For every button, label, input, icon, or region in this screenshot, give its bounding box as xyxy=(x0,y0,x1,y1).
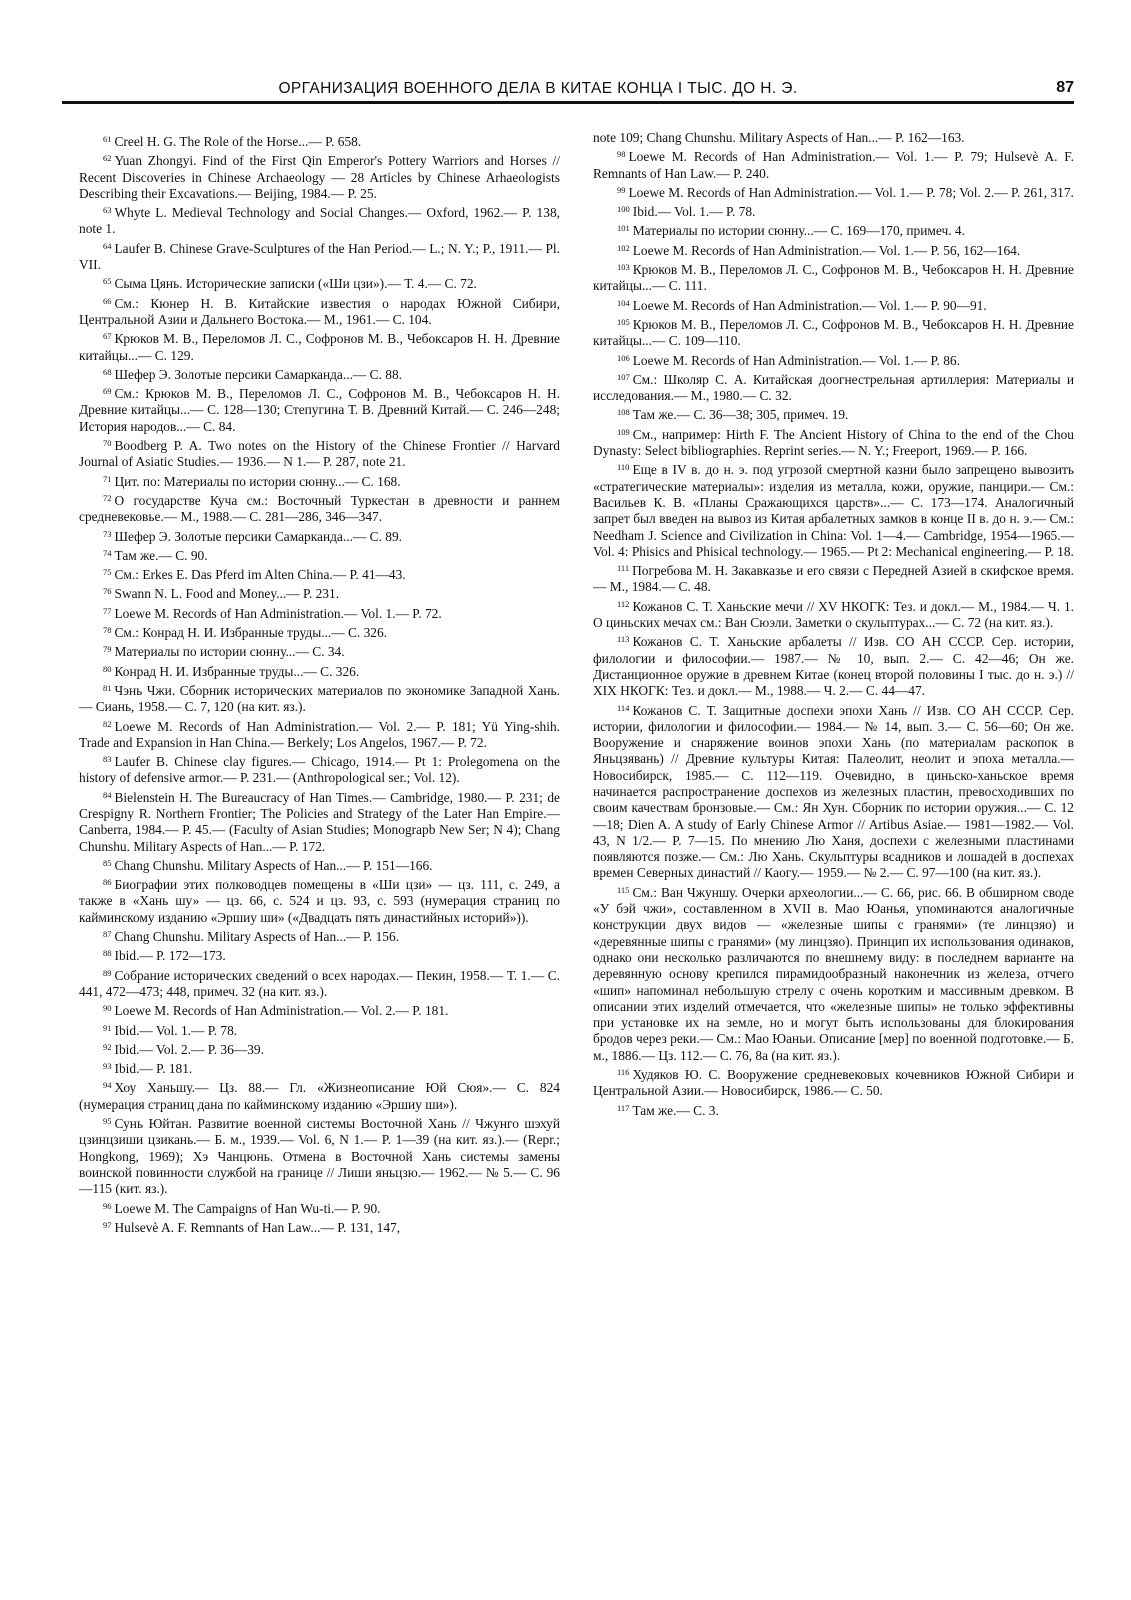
footnote-text: Hulsevè A. F. Remnants of Han Law...— P. 131, 147, xyxy=(114,1219,401,1235)
footnote-number: 65 xyxy=(103,276,112,287)
footnote-text: Loewe M. Records of Han Administration.— Vol. 1.— P. 56, 162—164. xyxy=(632,242,1021,258)
footnote-number: 103 xyxy=(617,262,630,273)
footnote-number: 101 xyxy=(617,223,630,234)
footnote-number: 114 xyxy=(617,702,630,713)
footnote-text: Материалы по истории сюнну...— С. 169—170, примеч. 4. xyxy=(632,223,965,239)
footnote xyxy=(79,751,560,787)
footnote-number: 67 xyxy=(103,331,112,342)
footnote-number: 93 xyxy=(103,1061,112,1072)
footnote-text: См.: Кюнер Н. В. Китайские известия о народах Южной Сибири, Центральной Азии и Дальнего Востока.— М., 1961.— С. 104. xyxy=(79,295,560,327)
footnote-text: Loewe M. Records of Han Administration.— Vol. 1.— P. 86. xyxy=(632,352,960,368)
footnote-number: 74 xyxy=(103,547,112,558)
footnote-number: 87 xyxy=(103,929,112,940)
footnote-text: Ibid.— P. 181. xyxy=(114,1061,193,1077)
footnote-number: 66 xyxy=(103,295,112,306)
footnote xyxy=(593,369,1074,405)
footnote xyxy=(593,700,1074,882)
footnote-number: 95 xyxy=(103,1116,112,1127)
footnote-text: Creel H. G. The Role of the Horse...— P. 658. xyxy=(114,134,362,149)
footnote-text: Laufer B. Chinese Grave-Sculptures of the Han Period.— L.; N. Y.; P., 1911.— Pl. VII. xyxy=(79,240,560,273)
footnote-number: 106 xyxy=(617,352,630,363)
footnote-text: Ibid.— Vol. 1.— P. 78. xyxy=(632,204,756,220)
footnote-number: 82 xyxy=(103,718,112,729)
footnote xyxy=(79,641,560,660)
footnote-number: 70 xyxy=(103,438,112,449)
footnote xyxy=(79,1039,560,1058)
footnote-number: 99 xyxy=(617,184,626,195)
footnote-number: 90 xyxy=(103,1003,112,1014)
footnote-number: 91 xyxy=(103,1022,112,1033)
footnote-text: См.: Erkes E. Das Pferd im Alten China.— P. 41—43. xyxy=(114,567,406,583)
footnote-text: Биографии этих полководцев помещены в «Ши цзи» — цз. 111, с. 249, а также в «Хань шу» — цз. 66, с. 524 и цз. 93, с. 593 (нумерация страниц по кайминскому изданию «Эршиу ши» («Двадцать пять династийных историй»)). xyxy=(79,877,560,925)
footnote-text: Ibid.— Vol. 2.— P. 36—39. xyxy=(114,1041,264,1057)
footnote-number: 108 xyxy=(617,407,630,418)
footnote-text: Boodberg P. A. Two notes on the History of the Chinese Frontier // Harvard Journal of Asiatic Studies.— 1936.— N 1.— P. 287, note 21. xyxy=(79,438,560,470)
footnote xyxy=(79,131,560,150)
footnote xyxy=(593,404,1074,423)
footnote xyxy=(593,240,1074,259)
footnote-number: 104 xyxy=(617,297,630,308)
footnote-number: 97 xyxy=(103,1219,112,1230)
footnote-text: Хоу Ханьшу.— Цз. 88.— Гл. «Жизнеописание Юй Сюя».— С. 824 (нумерация страниц дана по кайминскому изданию «Эршиу ши»). xyxy=(79,1080,560,1112)
footnote-number: 117 xyxy=(617,1102,630,1113)
footnote xyxy=(593,295,1074,314)
page-number: 87 xyxy=(1056,79,1074,96)
footnote-text: Laufer B. Chinese clay figures.— Chicago, 1914.— Pt 1: Prolegomena on the history of defensive armor.— P. 231.— (Anthropological ser.; Vol. 12). xyxy=(79,754,560,786)
footnote-text: Материалы по истории сюнну...— С. 34. xyxy=(114,644,345,660)
footnote xyxy=(593,424,1074,460)
footnote xyxy=(79,273,560,292)
footnote-text: Еще в IV в. до н. э. под угрозой смертной казни было запрещено вывозить «стратегические материалы»: изделия из металла, кожи, оружие, панцири.— См.: Васильев К. В. «Планы Сражающихся царств»...— С. 173—174. Аналогичный запрет был введен на вывоз из Китая арбалетных замков в конце II в. до н. э.— См.: Needham J. Science and Civilization in China: Vol. 1—4.— Cambridge, 1954—1965.— Vol. 4: Phisics and Phisical technology.— 1965.— Pt 2: Mechanical engineering.— P. 18. xyxy=(593,462,1074,559)
footnote-number: 61 xyxy=(103,134,112,144)
footnote-text: Там же.— С. 3. xyxy=(632,1102,719,1118)
footnote-text: Loewe M. Records of Han Administration.— Vol. 2.— P. 181. xyxy=(114,1003,449,1019)
footnote-text: Сунь Юйтан. Развитие военной системы Восточной Хань // Чжунго шэхуй цзинцзиши цзикань.— Б. м., 1939.— Vol. 6, N 1.— P. 1—39 (на кит. яз.).— (Repr.; Hongkong, 1969); Хэ Чанцюнь. Отмена в Восточной Хань системы замены воинской повинности службой на границе // Лиши яньцзю.— 1962.— № 5.— С. 96—115 (кит. яз.). xyxy=(79,1116,560,1197)
footnote xyxy=(79,526,560,545)
footnote xyxy=(79,545,560,564)
footnote xyxy=(79,1058,560,1077)
footnote-text: Погребова М. Н. Закавказье и его связи с Передней Азией в скифское время.— М., 1984.— С. 48. xyxy=(593,563,1074,595)
footnote-text: Loewe M. Records of Han Administration.— Vol. 1.— P. 72. xyxy=(114,605,442,621)
footnote-number: 75 xyxy=(103,567,112,578)
footnote-number: 88 xyxy=(103,948,112,959)
footnote xyxy=(79,1077,560,1113)
footnote xyxy=(79,680,560,716)
footnote xyxy=(79,583,560,602)
footnote xyxy=(79,238,560,274)
footnote-number: 109 xyxy=(617,426,630,437)
footnote-text: Chang Chunshu. Military Aspects of Han...— P. 156. xyxy=(114,929,400,945)
footnote xyxy=(79,855,560,874)
footnote xyxy=(79,945,560,964)
footnote xyxy=(593,596,1074,632)
footnote-text: См.: Ван Чжуншу. Очерки археологии...— С. 66, рис. 66. В обширном своде «У бэй чжи», составленном в XVII в. Мао Юанья, упоминаются аналогичные конструкции двух видов — «железные шипы с гранями» (те линцзяо) и «деревянные шипы с гранями» (му линцзяо). Принцип их использования одинаков, однако они несколько различаются по внешнему виду: в последнем варианте на деревянную основу крепился пирамидообразный наконечник из железа, отчего «шип» напоминал небольшую стрелу с очень коротким и массивным древком. В описании этих изделий отмечается, что «железные шипы» не только эффективны при установке их на земле, но и могут быть использованы для блокирования бродов через реки.— См.: Мао Юаньи. Описание [мер] по военной подготовке.— Б. м., 1886.— Цз. 112.— С. 76, 8а (на кит. яз.). xyxy=(593,884,1074,1063)
footnote xyxy=(593,201,1074,220)
footnote xyxy=(593,882,1074,1064)
footnote-number: 68 xyxy=(103,366,112,377)
footnote-text: Loewe M. The Campaigns of Han Wu-ti.— P. 90. xyxy=(114,1200,381,1216)
footnote xyxy=(593,1064,1074,1100)
footnote xyxy=(79,1000,560,1019)
footnote-number: 76 xyxy=(103,586,112,597)
footnote-number: 102 xyxy=(617,242,630,253)
footnote xyxy=(79,622,560,641)
footnote-text: Там же.— С. 90. xyxy=(114,547,208,563)
footnote-number: 89 xyxy=(103,967,112,978)
footnote-text: Loewe M. Records of Han Administration.— Vol. 1.— P. 78; Vol. 2.— P. 261, 317. xyxy=(628,184,1074,200)
footnote-number: 105 xyxy=(617,316,630,327)
footnote-number: 79 xyxy=(103,644,112,655)
footnote-number: 80 xyxy=(103,663,112,674)
footnote-number: 116 xyxy=(617,1067,630,1078)
footnote-number: 96 xyxy=(103,1200,112,1211)
footnote-text: Крюков М. В., Переломов Л. С., Софронов М. В., Чебоксаров Н. Н. Древние китайцы...— С. 109—110. xyxy=(593,316,1074,349)
footnote-text: См.: Школяр С. А. Китайская доогнестрельная артиллерия: Материалы и исследования.— М., 1980.— С. 32. xyxy=(593,371,1074,404)
footnote-text: Bielenstein H. The Bureaucracy of Han Times.— Cambridge, 1980.— P. 231; de Crespigny R. Northern Frontier; The Policies and Strategy of the Later Han Empire.— Canberra, 1984.— P. 45.— (Faculty of Asian Studies; Monograpb New Ser; N 4); Chang Chunshu. Military Aspects of Han...— P. 172. xyxy=(79,789,560,854)
footnote-number: 100 xyxy=(617,204,630,215)
footnote-number: 81 xyxy=(103,682,112,693)
footnote-text: Swann N. L. Food and Money...— P. 231. xyxy=(114,586,340,602)
footnote xyxy=(593,259,1074,295)
footnote-number: 84 xyxy=(103,789,112,800)
footnote-number: 98 xyxy=(617,149,626,160)
footnote-text: Loewe M. Records of Han Administration.— Vol. 1.— P. 90—91. xyxy=(632,297,987,313)
footnote-text: Кожанов С. Т. Ханьские мечи // XV НКОГК: Тез. и докл.— М., 1984.— Ч. 1. О циньских мечах см.: Ван Сюэли. Заметки о скульптурах...— С. 72 (на кит. яз.). xyxy=(593,598,1074,631)
footnote-text: Собрание исторических сведений о всех народах.— Пекин, 1958.— Т. 1.— С. 441, 472—473; 448, примеч. 32 (на кит. яз.). xyxy=(79,967,560,999)
footnote-number: 78 xyxy=(103,625,112,636)
page-title: ОРГАНИЗАЦИЯ ВОЕННОГО ДЕЛА В КИТАЕ КОНЦА I ТЫС. ДО Н. Э. xyxy=(278,80,798,97)
footnote xyxy=(79,150,560,202)
footnote-number: 71 xyxy=(103,473,112,484)
footnote-text: Крюков М. В., Переломов Л. С., Софронов М. В., Чебоксаров Н. Н. Древние китайцы...— С. 111. xyxy=(593,262,1074,294)
footnote xyxy=(79,490,560,526)
footnote-number: 113 xyxy=(617,634,630,645)
footnote xyxy=(79,293,560,329)
footnote xyxy=(79,787,560,855)
footnote-number: 83 xyxy=(103,754,112,765)
footnote xyxy=(79,603,560,622)
footnote xyxy=(79,564,560,583)
footnote-number: 63 xyxy=(103,205,112,216)
footnote xyxy=(593,220,1074,239)
footnote xyxy=(593,130,1074,146)
footnote xyxy=(593,459,1074,560)
footnote-number: 110 xyxy=(617,462,630,473)
footnote-text: Loewe M. Records of Han Administration.— Vol. 1.— P. 79; Hulsevè A. F. Remnants of Han Law.— P. 240. xyxy=(593,149,1074,181)
footnote xyxy=(79,1113,560,1197)
footnote-number: 62 xyxy=(103,153,112,164)
footnote xyxy=(593,560,1074,596)
footnote xyxy=(79,965,560,1001)
footnote-number: 72 xyxy=(103,492,112,503)
footnote-text: Цит. по: Материалы по истории сюнну...— С. 168. xyxy=(114,473,401,489)
footnote xyxy=(79,202,560,238)
footnote xyxy=(79,1217,560,1236)
footnote-number: 92 xyxy=(103,1041,112,1052)
footnote xyxy=(79,328,560,364)
footnote-number: 94 xyxy=(103,1080,112,1091)
footnote xyxy=(593,350,1074,369)
running-header xyxy=(62,80,1074,102)
footnotes-left-column xyxy=(79,131,560,1236)
footnote xyxy=(593,1100,1074,1119)
footnote-number: 69 xyxy=(103,386,112,397)
footnote-number: 64 xyxy=(103,240,112,251)
footnote-text: Шефер Э. Золотые персики Самарканда...— С. 89. xyxy=(114,528,403,544)
footnote xyxy=(79,1198,560,1217)
footnote-text: Там же.— С. 36—38; 305, примеч. 19. xyxy=(632,407,849,423)
footnote xyxy=(79,435,560,471)
footnote-number: 112 xyxy=(617,598,630,609)
footnote-text: См.: Конрад Н. И. Избранные труды...— С. 326. xyxy=(114,625,388,641)
footnote xyxy=(79,716,560,752)
footnote-text: Худяков Ю. С. Вооружение средневековых кочевников Южной Сибири и Центральной Азии.— Новосибирск, 1986.— С. 50. xyxy=(593,1067,1074,1099)
footnote-number: 115 xyxy=(617,884,630,895)
footnote xyxy=(593,182,1074,201)
header-rule xyxy=(62,101,1074,104)
footnote-number: 77 xyxy=(103,605,112,616)
footnote-text: Chang Chunshu. Military Aspects of Han...— P. 151—166. xyxy=(114,857,433,873)
footnote-text: Кожанов С. Т. Ханьские арбалеты // Изв. СО АН СССР. Сер. истории, филологии и философии.— 1987.— № 10, вып. 2.— С. 42—46; Он же. Дистанционное оружие в древнем Китае (конец второй половины I тыс. до н. э.) // XIX НКОГК: Тез. и докл.— М., 1988.— Ч. 2.— С. 44—47. xyxy=(593,634,1074,699)
footnote-text: Ibid.— P. 172—173. xyxy=(114,948,226,964)
footnote xyxy=(79,926,560,945)
footnote-text: note 109; Chang Chunshu. Military Aspects of Han...— P. 162—163. xyxy=(593,130,965,145)
footnote-text: О государстве Куча см.: Восточный Туркестан в древности и раннем средневековье.— М., 1988.— С. 281—286, 346—347. xyxy=(79,492,560,525)
footnote-text: Конрад Н. И. Избранные труды...— С. 326. xyxy=(114,663,360,679)
footnote-text: См.: Крюков М. В., Переломов Л. С., Софронов М. В., Чебоксаров Н. Н. Древние китайцы...— С. 128—130; Степугина Т. В. Древний Китай.— С. 246—248; История народов...— С. 84. xyxy=(79,386,560,434)
footnote-number: 73 xyxy=(103,528,112,539)
footnote-text: Yuan Zhongyi. Find of the First Qin Emperor's Pottery Warriors and Horses // Recent Discoveries in Chinese Archaeology — 28 Articles by Chinese Arhaeologists Describing their Excavations.— Beijing, 1984.— P. 25. xyxy=(79,153,560,201)
footnote xyxy=(79,661,560,680)
footnote-number: 85 xyxy=(103,857,112,868)
footnote xyxy=(593,314,1074,350)
footnote xyxy=(593,146,1074,182)
footnote-number: 86 xyxy=(103,877,112,888)
footnote xyxy=(79,1020,560,1039)
footnote-text: Loewe M. Records of Han Administration.— Vol. 2.— P. 181; Yü Ying-shih. Trade and Expansion in Han China.— Berkely; Los Angelos, 1967.— P. 72. xyxy=(79,718,560,750)
footnote-text: Чэнь Чжи. Сборник исторических материалов по экономике Западной Хань.— Сиань, 1958.— С. 7, 120 (на кит. яз.). xyxy=(79,682,560,715)
footnote xyxy=(593,631,1074,699)
footnote-text: Whyte L. Medieval Technology and Social Changes.— Oxford, 1962.— P. 138, note 1. xyxy=(79,205,560,237)
footnote xyxy=(79,471,560,490)
footnotes-right-column xyxy=(593,130,1074,1119)
footnote-text: Крюков М. В., Переломов Л. С., Софронов М. В., Чебоксаров Н. Н. Древние китайцы...— С. 129. xyxy=(79,331,560,363)
footnote-text: Ibid.— Vol. 1.— P. 78. xyxy=(114,1022,238,1038)
footnote xyxy=(79,383,560,435)
footnote-text: Кожанов С. Т. Защитные доспехи эпохи Хань // Изв. СО АН СССР. Сер. истории, филологии и философии.— 1984.— № 14, вып. 3.— С. 56—60; Он же. Вооружение и снаряжение воинов эпохи Хань (по материалам раскопок в Яньцзявань) // Древние культуры Китая: Палеолит, неолит и эпоха металла.— Новосибирск, 1985.— С. 112—119. Очевидно, в циньско-ханьское время начинается распространение доспехов из железных пластин, превосходивших по своим качествам бронзовые.— См.: Ян Хун. Сборник по истории оружия...— С. 12—18; Dien A. A study of Early Chinese Armor // Artibus Asiae.— 1981—1982.— Vol. 43, N 1/2.— P. 7—15. По мнению Лю Ханя, доспехи с железными пластинами появляются позже.— См.: Лю Хань. Скульптуры всадников и лошадей в доспехах времен Северных династий // Каогу.— 1959.— № 2.— С. 97—100 (на кит. яз.). xyxy=(593,702,1074,881)
footnote-number: 111 xyxy=(617,563,630,574)
footnote-text: Сыма Цянь. Исторические записки («Ши цзи»).— Т. 4.— С. 72. xyxy=(114,276,477,292)
footnote-number: 107 xyxy=(617,371,630,382)
footnote-text: См., например: Hirth F. The Ancient History of China to the end of the Chou Dynasty: Select bibliographies. Reprint series.— N. Y.; Freeport, 1969.— P. 166. xyxy=(593,426,1074,459)
footnote-text: Шефер Э. Золотые персики Самарканда...— С. 88. xyxy=(114,366,403,382)
footnote xyxy=(79,364,560,383)
footnote xyxy=(79,874,560,926)
